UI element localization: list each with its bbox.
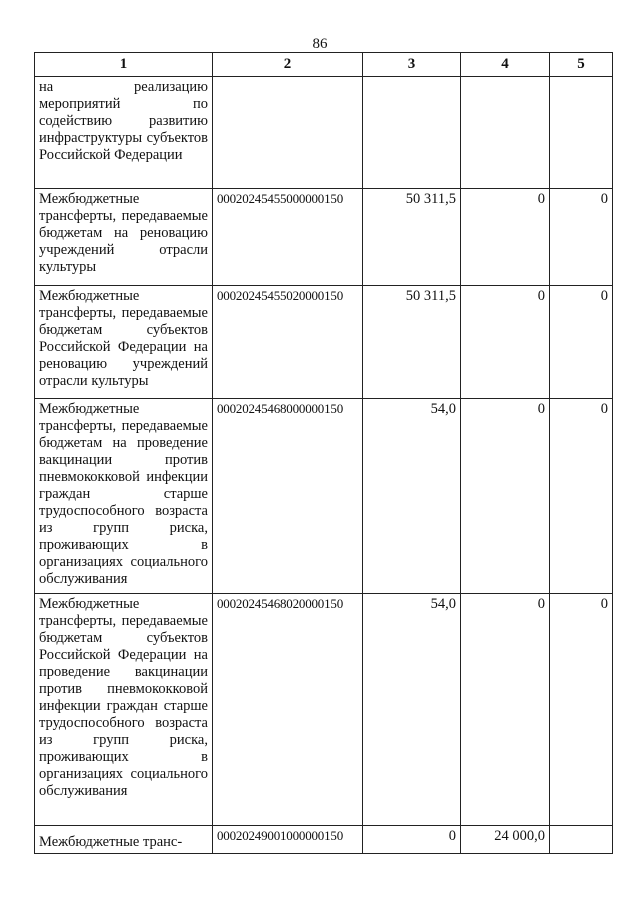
column-header-2: 2 [213,53,363,77]
table-row [35,189,613,286]
row-code: 00020245468000000150 [213,399,363,594]
row-col4: 0 [461,594,550,826]
column-header-5: 5 [550,53,613,77]
row-code: 00020245468020000150 [213,594,363,826]
row-col4 [461,77,550,189]
column-header-4: 4 [461,53,550,77]
row-col3: 50 311,5 [363,286,461,399]
row-code: 00020245455020000150 [213,286,363,399]
row-col3: 50 311,5 [363,189,461,286]
row-col5: 0 [550,399,613,594]
budget-table-container [34,52,612,854]
row-col4: 0 [461,286,550,399]
row-name: на реализацию мероприятий по содействию развитию инфраструктуры субъектов Российской Федерации [35,77,213,189]
row-col5 [550,826,613,854]
column-header-1: 1 [35,53,213,77]
row-col5: 0 [550,594,613,826]
budget-table [34,52,613,854]
row-code [213,77,363,189]
page-number: 86 [312,36,328,52]
row-code: 00020249001000000150 [213,826,363,854]
row-code: 00020245455000000150 [213,189,363,286]
row-name: Межбюджетные трансферты, передаваемые бюджетам на проведение вакцинации против пневмококковой инфекции граждан старше трудоспособного возраста из групп риска, проживающих в организациях социального обслуживания [35,399,213,594]
row-name: Межбюджетные трансферты, передаваемые бюджетам субъектов Российской Федерации на реновацию учреждений отрасли культуры [35,286,213,399]
row-col3: 0 [363,826,461,854]
row-col3: 54,0 [363,399,461,594]
row-col4: 24 000,0 [461,826,550,854]
row-col3: 54,0 [363,594,461,826]
row-col3 [363,77,461,189]
row-col5: 0 [550,189,613,286]
row-col4: 0 [461,189,550,286]
header-row [35,53,613,77]
table-row [35,286,613,399]
column-header-3: 3 [363,53,461,77]
row-name: Межбюджетные трансферты, передаваемые бюджетам на реновацию учреждений отрасли культуры [35,189,213,286]
row-name: Межбюджетные трансферты, передаваемые бюджетам субъектов Российской Федерации на проведение вакцинации против пневмококковой инфекции граждан старше трудоспособного возраста из групп риска, проживающих в организациях социального обслуживания [35,594,213,826]
table-row [35,826,613,854]
row-col5 [550,77,613,189]
row-name: Межбюджетные транс- [35,826,213,854]
table-row [35,399,613,594]
table-row [35,594,613,826]
row-col4: 0 [461,399,550,594]
table-row [35,77,613,189]
row-col5: 0 [550,286,613,399]
